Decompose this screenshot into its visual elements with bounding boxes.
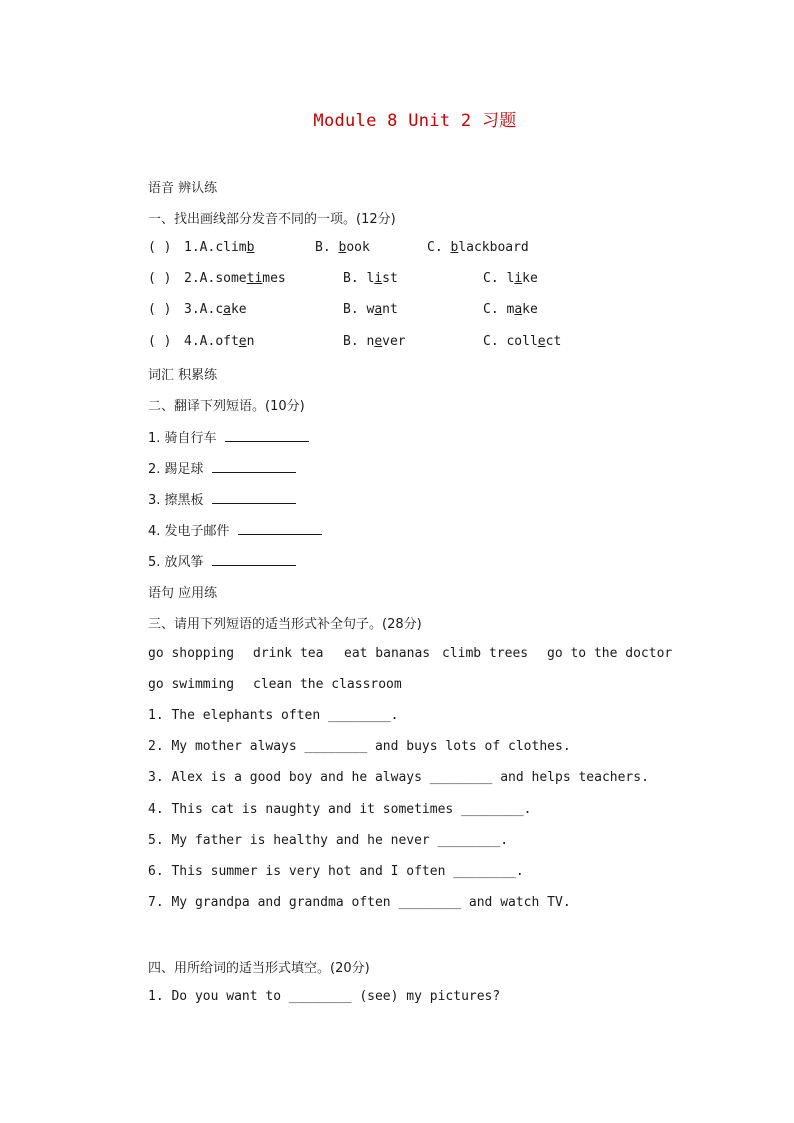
page-title: Module 8 Unit 2 习题 (313, 111, 517, 131)
answer-paren[interactable]: ( ) (148, 271, 172, 286)
answer-blank[interactable] (212, 491, 296, 504)
part3-sentence-7: 7. My grandpa and grandma often ________ and watch TV. (148, 895, 571, 910)
option-c: C. like (483, 271, 538, 286)
option-b: B. want (343, 302, 398, 317)
part3-sentence-6: 6. This summer is very hot and I often ________. (148, 864, 524, 879)
section-heading-vocab: 词汇 积累练 (148, 368, 218, 383)
part3-sentence-1: 1. The elephants often ________. (148, 708, 399, 723)
option-c: C. collect (483, 334, 562, 349)
phrase: climb trees (442, 646, 529, 661)
part3-instruction: 三、请用下列短语的适当形式补全句子。(28分) (148, 617, 422, 632)
answer-paren[interactable]: ( ) (148, 240, 172, 255)
part3-sentence-4: 4. This cat is naughty and it sometimes ________. (148, 802, 532, 817)
option-b: B. list (343, 271, 398, 286)
part2-item-3: 3. 擦黑板 (148, 489, 296, 508)
part2-item-2: 2. 踢足球 (148, 458, 296, 477)
option-a: 3.A.cake (184, 302, 247, 317)
phrase: go shopping (148, 646, 235, 661)
part4-instruction: 四、用所给词的适当形式填空。(20分) (148, 961, 370, 976)
phrase: eat bananas (344, 646, 431, 661)
part1-instruction: 一、找出画线部分发音不同的一项。(12分) (148, 212, 396, 227)
option-c: C. make (483, 302, 538, 317)
answer-blank[interactable] (212, 553, 296, 566)
part2-item-5: 5. 放风筝 (148, 551, 296, 570)
part2-item-1: 1. 骑自行车 (148, 427, 309, 446)
option-b: B. book (315, 240, 370, 255)
answer-blank[interactable] (225, 429, 309, 442)
part3-sentence-3: 3. Alex is a good boy and he always ________ and helps teachers. (148, 770, 649, 785)
option-c: C. blackboard (427, 240, 529, 255)
section-heading-sentence: 语句 应用练 (148, 586, 218, 601)
part2-instruction: 二、翻译下列短语。(10分) (148, 399, 305, 414)
option-a: 4.A.often (184, 334, 255, 349)
phrase: go to the doctor (547, 646, 673, 661)
answer-paren[interactable]: ( ) (148, 334, 172, 349)
phrase: clean the classroom (253, 677, 402, 692)
section-heading-phonics: 语音 辨认练 (148, 181, 218, 196)
part3-sentence-5: 5. My father is healthy and he never ________. (148, 833, 509, 848)
option-a: 1.A.climb (184, 240, 255, 255)
part3-sentence-2: 2. My mother always ________ and buys lots of clothes. (148, 739, 571, 754)
answer-blank[interactable] (238, 522, 322, 535)
option-b: B. never (343, 334, 406, 349)
answer-paren[interactable]: ( ) (148, 302, 172, 317)
answer-blank[interactable] (212, 460, 296, 473)
part2-item-4: 4. 发电子邮件 (148, 520, 322, 539)
part4-sentence-1: 1. Do you want to ________ (see) my pictures? (148, 989, 501, 1004)
phrase: drink tea (253, 646, 324, 661)
option-a: 2.A.sometimes (184, 271, 286, 286)
phrase: go swimming (148, 677, 235, 692)
